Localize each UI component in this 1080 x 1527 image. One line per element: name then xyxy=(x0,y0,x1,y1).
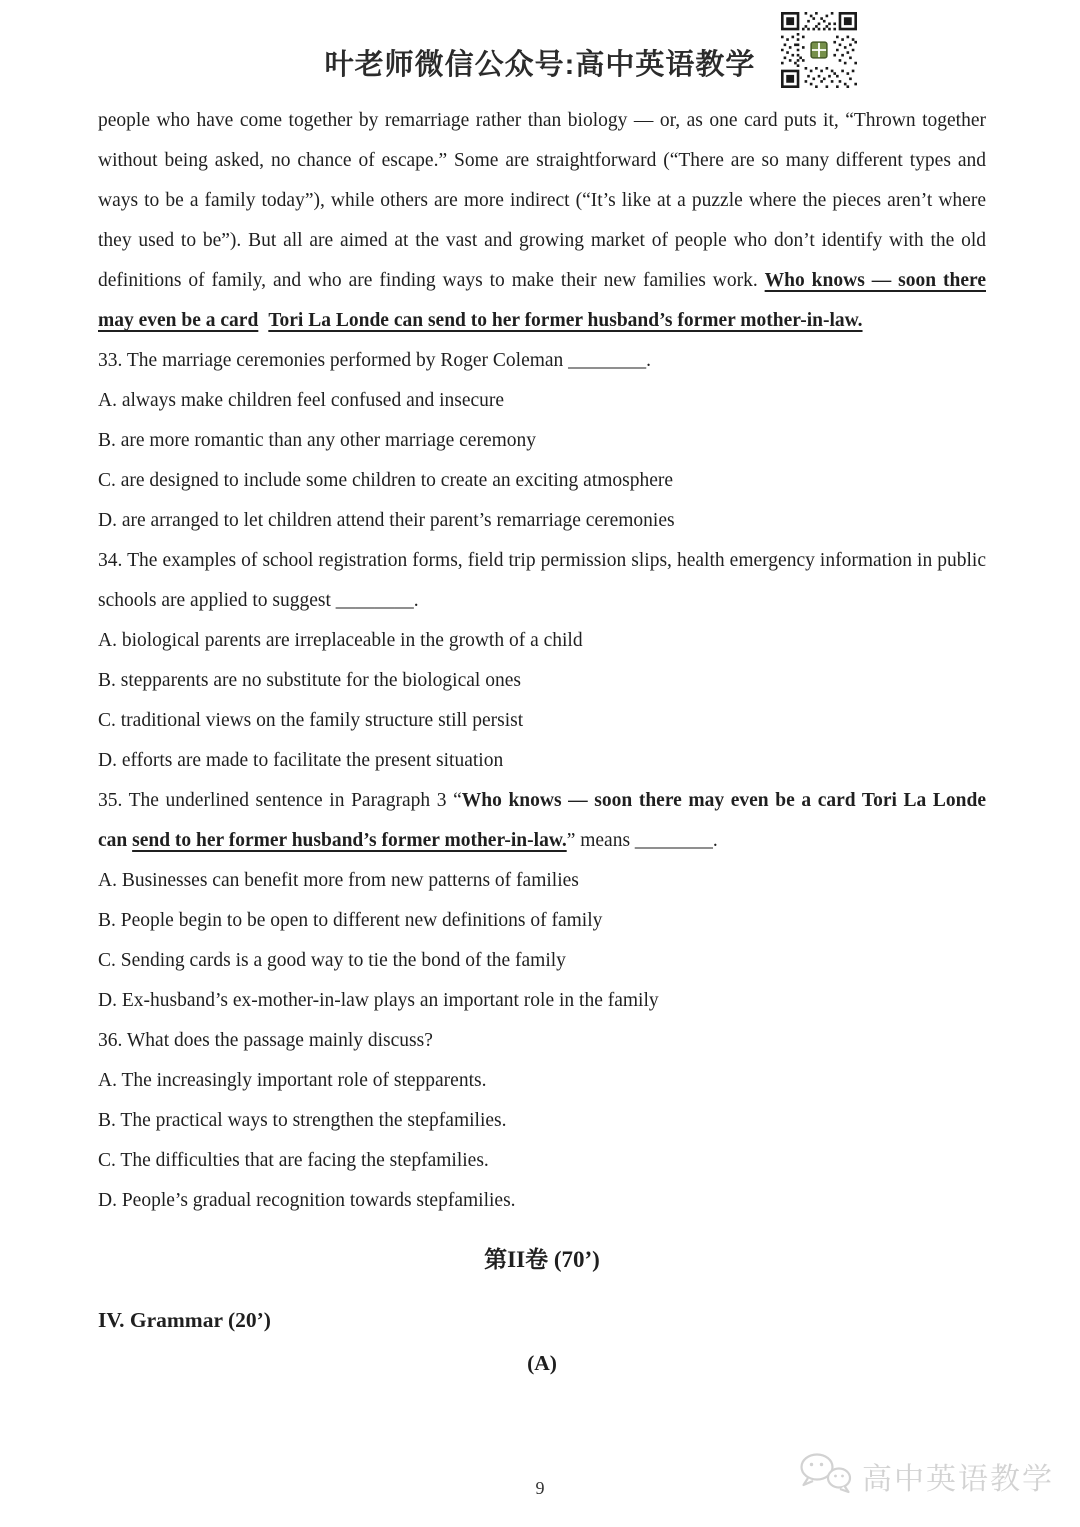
grammar-section-title: IV. Grammar (20’) xyxy=(98,1308,271,1332)
passage-underlined-bold-2: Tori La Londe can send to her former husband’s former mother-in-law. xyxy=(268,310,863,331)
question-33-option-b: B. are more romantic than any other marriage ceremony xyxy=(98,430,537,451)
question-35-stem xyxy=(98,781,986,861)
qr-code-icon xyxy=(781,12,857,88)
passage-text: people who have come together by remarriage rather than biology — or, as one card puts it, “Thrown together without being asked, no chance of escape.” Some are straightforward (“There are so many different types and ways to be a family today”), while others are more indirect (“It’s like at a puzzle where the pieces aren’t where they used to be”). But all are aimed at the vast and growing market of people who don’t identify with the old definitions of family, and who are finding ways to make their new families work. xyxy=(98,110,986,291)
question-36-option-c: C. The difficulties that are facing the stepfamilies. xyxy=(98,1150,489,1171)
question-35-quote-bold-underline: send to her former husband’s former mother-in-law. xyxy=(132,830,567,851)
passage-paragraph xyxy=(98,101,986,341)
page-number: 9 xyxy=(535,1478,545,1498)
question-34-option-c: C. traditional views on the family structure still persist xyxy=(98,710,524,731)
question-35-quote-bold: Who knows — soon there may even be a card Tori La Londe can xyxy=(98,790,986,851)
question-36-option-a: A. The increasingly important role of stepparents. xyxy=(98,1070,487,1091)
question-34-stem: 34. The examples of school registration forms, field trip permission slips, health emergency information in public schools are applied to suggest ________. xyxy=(98,550,986,611)
question-35-option-b: B. People begin to be open to different new definitions of family xyxy=(98,910,603,931)
question-35-option-c: C. Sending cards is a good way to tie the bond of the family xyxy=(98,950,566,971)
question-35-stem-after: ” means ________. xyxy=(566,830,718,851)
question-36-option-d: D. People’s gradual recognition towards stepfamilies. xyxy=(98,1190,516,1211)
watermark-text: 高中英语教学 xyxy=(862,1462,1054,1496)
question-36-option-b: B. The practical ways to strengthen the stepfamilies. xyxy=(98,1110,507,1131)
question-35-option-a: A. Businesses can benefit more from new patterns of families xyxy=(98,870,579,891)
page-header-title: 叶老师微信公众号:高中英语教学 xyxy=(324,49,756,81)
question-33-option-d: D. are arranged to let children attend their parent’s remarriage ceremonies xyxy=(98,510,675,531)
passage-underlined-bold-1: Who knows — soon there may even be a card xyxy=(98,270,986,331)
question-35-option-d: D. Ex-husband’s ex-mother-in-law plays an important role in the family xyxy=(98,990,659,1011)
question-34-option-d: D. efforts are made to facilitate the present situation xyxy=(98,750,504,771)
question-33-option-c: C. are designed to include some children to create an exciting atmosphere xyxy=(98,470,674,491)
question-34-option-b: B. stepparents are no substitute for the biological ones xyxy=(98,670,521,691)
question-35-stem-before: 35. The underlined sentence in Paragraph 3 “ xyxy=(98,790,462,811)
wechat-icon xyxy=(796,1450,854,1501)
question-34-option-a: A. biological parents are irreplaceable in the growth of a child xyxy=(98,630,583,651)
question-33-option-a: A. always make children feel confused and insecure xyxy=(98,390,505,411)
watermark xyxy=(796,1450,1054,1501)
document-body xyxy=(98,101,986,1378)
subsection-a-label: (A) xyxy=(527,1351,557,1375)
part2-section-title: 第II卷 (70’) xyxy=(484,1247,600,1272)
question-36-stem: 36. What does the passage mainly discuss? xyxy=(98,1030,433,1051)
question-33-stem: 33. The marriage ceremonies performed by Roger Coleman ________. xyxy=(98,350,652,371)
